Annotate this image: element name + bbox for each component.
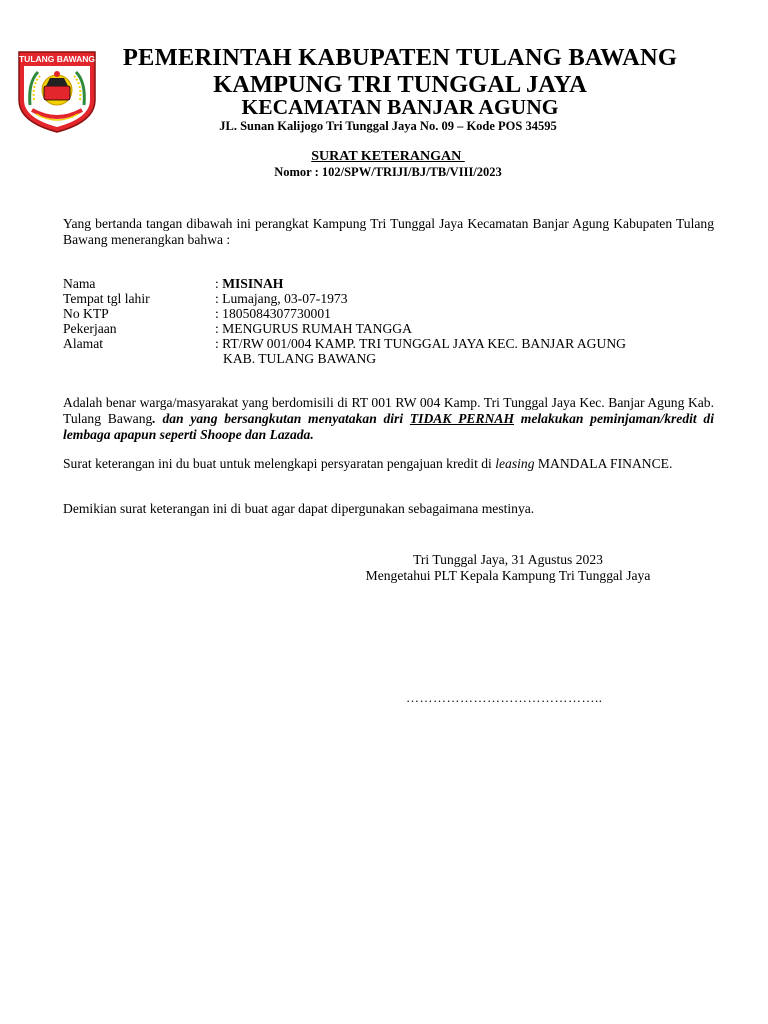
- field-address-value: : RT/RW 001/004 KAMP. TRI TUNGGAL JAYA KEC. BANJAR AGUNG: [215, 336, 626, 351]
- field-name-value-wrap: [215, 276, 283, 291]
- header-village-line: KAMPUNG TRI TUNGGAL JAYA: [213, 71, 587, 98]
- signature-name-placeholder: ……………………………………..: [406, 690, 603, 705]
- letter-title: SURAT KETERANGAN: [311, 149, 465, 164]
- field-job-value: : MENGURUS RUMAH TANGGA: [215, 321, 412, 336]
- regency-logo-emblem: [16, 50, 98, 134]
- resident-statement-text: . dan yang bersangkutan menyatakan diri: [152, 411, 410, 426]
- purpose-leasing-term: leasing: [495, 456, 535, 471]
- field-ktp-label: No KTP: [63, 306, 109, 321]
- header-district-line: KECAMATAN BANJAR AGUNG: [241, 95, 559, 119]
- signature-place-date: Tri Tunggal Jaya, 31 Agustus 2023: [413, 552, 603, 567]
- field-job-label: Pekerjaan: [63, 321, 117, 336]
- field-name-label: Nama: [63, 276, 96, 291]
- header-government-line: PEMERINTAH KABUPATEN TULANG BAWANG: [122, 44, 678, 71]
- header-address-line: JL. Sunan Kalijogo Tri Tunggal Jaya No. 09 – Kode POS 34595: [219, 119, 557, 133]
- purpose-text-1: Surat keterangan ini du buat untuk melengkapi persyaratan pengajuan kredit di: [63, 456, 496, 471]
- field-name-colon: :: [215, 276, 223, 291]
- closing-paragraph: Demikian surat keterangan ini di buat agar dapat dipergunakan sebagaimana mestinya.: [63, 501, 535, 516]
- letter-number: Nomor : 102/SPW/TRIJI/BJ/TB/VIII/2023: [274, 165, 502, 179]
- field-name-value: MISINAH: [222, 276, 284, 291]
- field-ktp-value: : 1805084307730001: [215, 306, 331, 321]
- resident-plain-text: Adalah benar warga/masyarakat yang berdomisili di RT 001 RW 004 Kamp. Tri Tunggal Jaya Kec. Banjar Agung Kab. Tulang Bawang: [63, 395, 714, 426]
- signature-role: Mengetahui PLT Kepala Kampung Tri Tunggal Jaya: [365, 568, 651, 583]
- logo-text: TULANG BAWANG: [18, 54, 96, 64]
- resident-paragraph: [63, 395, 714, 443]
- purpose-paragraph: [63, 456, 714, 472]
- resident-never-emphasis: TIDAK PERNAH: [409, 411, 515, 426]
- field-address-value-line2: KAB. TULANG BAWANG: [223, 351, 377, 366]
- purpose-text-2: MANDALA FINANCE.: [534, 456, 673, 471]
- intro-paragraph: Yang bertanda tangan dibawah ini perangkat Kampung Tri Tunggal Jaya Kecamatan Banjar Agung Kabupaten Tulang Bawang menerangkan bahwa :: [63, 216, 714, 247]
- field-address-label: Alamat: [63, 336, 104, 351]
- resident-statement-text-2: melakukan peminjaman/kredit di lembaga apapun seperti Shoope dan Lazada.: [63, 411, 714, 442]
- field-birth-label: Tempat tgl lahir: [63, 291, 150, 306]
- field-birth-value: : Lumajang, 03-07-1973: [215, 291, 348, 306]
